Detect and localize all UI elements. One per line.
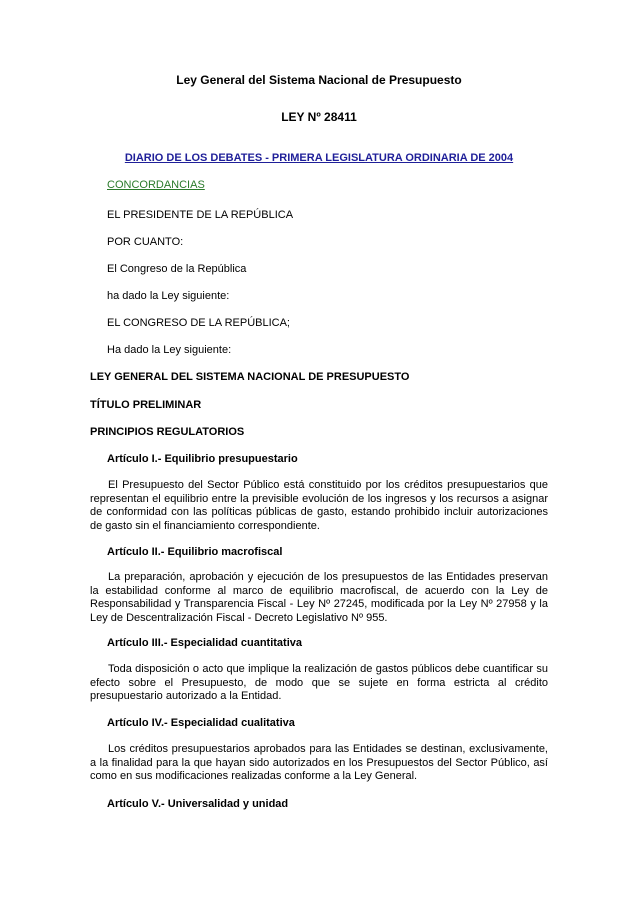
heading-principios: PRINCIPIOS REGULATORIOS (90, 426, 245, 438)
article-body-text: El Presupuesto del Sector Público está constituido por los créditos presupuestarios que representan el equilibrio entre la previsible evolución de los ingresos y los recursos a asignar de conformidad con las políticas públicas de gasto, estando prohibido incluir autorizaciones de gasto sin el financiamiento correspondiente. (90, 479, 548, 532)
article-body (90, 743, 548, 784)
article-body (90, 663, 548, 704)
article-body (90, 479, 548, 533)
concordancias-link[interactable]: CONCORDANCIAS (107, 179, 205, 191)
heading-title-preliminar: TÍTULO PRELIMINAR (90, 399, 202, 411)
article-body (90, 571, 548, 625)
diario-debates-link-wrap (0, 151, 638, 165)
article-heading: Artículo I.- Equilibrio presupuestario (107, 453, 298, 465)
preamble-line: EL PRESIDENTE DE LA REPÚBLICA (107, 209, 294, 221)
article-heading: Artículo III.- Especialidad cuantitativa (107, 637, 302, 649)
law-title: Ley General del Sistema Nacional de Presupuesto (176, 73, 462, 87)
concordancias-link-wrap (107, 178, 205, 192)
law-number: LEY Nº 28411 (281, 110, 357, 124)
diario-debates-link[interactable]: DIARIO DE LOS DEBATES - PRIMERA LEGISLATURA ORDINARIA DE 2004 (124, 152, 514, 164)
preamble-line: El Congreso de la República (107, 263, 247, 275)
article-heading: Artículo II.- Equilibrio macrofiscal (107, 546, 283, 558)
article-heading: Artículo V.- Universalidad y unidad (107, 798, 289, 810)
article-heading: Artículo IV.- Especialidad cualitativa (107, 717, 295, 729)
preamble-line: Ha dado la Ley siguiente: (107, 344, 232, 356)
preamble-line: POR CUANTO: (107, 236, 184, 248)
preamble-line: EL CONGRESO DE LA REPÚBLICA; (107, 317, 290, 329)
article-body-text: Toda disposición o acto que implique la realización de gastos públicos debe cuantificar su efecto sobre el Presupuesto, de modo que se sujete en forma estricta al crédito presupuestario autorizado a la Entidad. (90, 663, 548, 702)
article-body-text: La preparación, aprobación y ejecución de los presupuestos de las Entidades preservan la estabilidad conforme al marco de equilibrio macrofiscal, de acuerdo con la Ley de Responsabilidad y Transparencia Fiscal - Ley Nº 27245, modificada por la Ley Nº 27958 y la Ley de Descentralización Fiscal - Decreto Legislativo Nº 955. (90, 571, 548, 624)
preamble-line: ha dado la Ley siguiente: (107, 290, 230, 302)
article-body-text: Los créditos presupuestarios aprobados para las Entidades se destinan, exclusivamente, a la finalidad para la que hayan sido autorizados en los Presupuestos del Sector Público, así como en sus modificaciones realizadas conforme a la Ley General. (90, 743, 548, 782)
heading-law: LEY GENERAL DEL SISTEMA NACIONAL DE PRESUPUESTO (90, 371, 410, 383)
